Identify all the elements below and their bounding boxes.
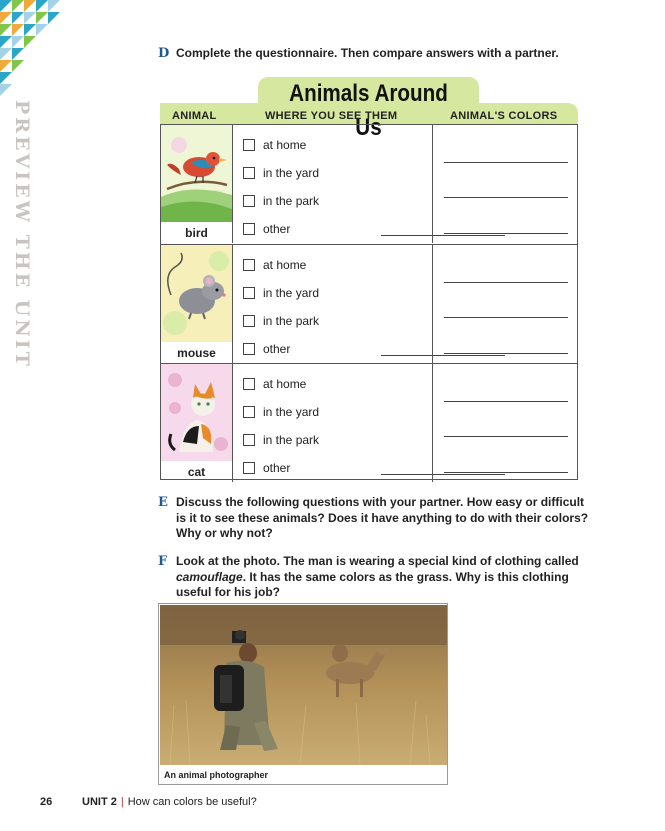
instruction-letter-f: F (158, 554, 168, 569)
instruction-e-line2: is it to see these animals? Does it have anything to do with their colors? (176, 510, 589, 525)
camouflage-word: camouflage (176, 569, 243, 584)
color-write-line[interactable] (444, 436, 568, 437)
color-write-line[interactable] (444, 317, 568, 318)
instruction-d (158, 46, 559, 62)
other-write-line[interactable] (381, 235, 505, 236)
instruction-e (158, 495, 588, 542)
instruction-d-text: Complete the questionnaire. Then compare answers with a partner. (176, 46, 559, 60)
animal-cell-bird (161, 125, 233, 243)
table-row-bird: bird at home in the yard in the park other (161, 125, 577, 243)
animal-cell-cat (161, 364, 233, 482)
checkbox[interactable] (243, 462, 255, 474)
checkbox[interactable] (243, 287, 255, 299)
side-section-label (8, 100, 38, 369)
instruction-f (158, 554, 579, 601)
other-write-line[interactable] (381, 355, 505, 356)
mouse-illustration (161, 245, 232, 342)
instruction-f-line3: useful for his job? (176, 585, 280, 599)
footer-unit (82, 796, 257, 808)
footer-divider: | (120, 796, 124, 808)
photo-caption: An animal photographer (164, 770, 269, 780)
checkbox[interactable] (243, 315, 255, 327)
instruction-f-line2 (176, 570, 579, 586)
header-colors: ANIMAL'S COLORS (450, 110, 558, 122)
color-write-line[interactable] (444, 162, 568, 163)
checkbox[interactable] (243, 259, 255, 271)
column-separator (432, 245, 433, 363)
animal-cell-mouse (161, 245, 233, 363)
questionnaire-title: Animals Around Us (289, 80, 448, 141)
cat-illustration (161, 364, 232, 461)
color-write-line[interactable] (444, 353, 568, 354)
checkbox[interactable] (243, 195, 255, 207)
unit-title: How can colors be useful? (127, 796, 257, 808)
color-write-line[interactable] (444, 282, 568, 283)
bird-illustration (161, 125, 232, 222)
color-write-line[interactable] (444, 401, 568, 402)
instruction-letter-e: E (158, 495, 168, 510)
animal-name-cat: cat (187, 465, 206, 479)
header-where: WHERE YOU SEE THEM (265, 110, 398, 122)
unit-label: UNIT 2 (82, 796, 117, 808)
checkbox[interactable] (243, 139, 255, 151)
checkbox[interactable] (243, 406, 255, 418)
other-write-line[interactable] (381, 474, 505, 475)
page-number: 26 (40, 796, 53, 808)
questionnaire-table (160, 124, 578, 480)
animal-name-mouse: mouse (177, 346, 216, 360)
header-animal: ANIMAL (172, 110, 217, 122)
checkbox[interactable] (243, 167, 255, 179)
column-separator (432, 364, 433, 482)
checkbox[interactable] (243, 343, 255, 355)
corner-triangle-pattern (0, 0, 62, 100)
table-row-cat: cat at home in the yard in the park other (161, 363, 577, 482)
color-write-line[interactable] (444, 472, 568, 473)
side-label-text: PREVIEW THE UNIT (11, 100, 33, 369)
instruction-e-line1: Discuss the following questions with your partner. How easy or difficult (176, 495, 585, 509)
color-write-line[interactable] (444, 233, 568, 234)
table-row-mouse: mouse at home in the yard in the park other (161, 244, 577, 363)
checkbox[interactable] (243, 223, 255, 235)
checkbox[interactable] (243, 434, 255, 446)
animal-name-bird: bird (185, 226, 208, 240)
checkbox[interactable] (243, 378, 255, 390)
instruction-f-line2-rest: . It has the same colors as the grass. Why is this clothing (242, 569, 569, 584)
column-separator (432, 125, 433, 243)
instruction-f-line1: Look at the photo. The man is wearing a special kind of clothing called (176, 554, 579, 568)
instruction-e-line3: Why or why not? (176, 526, 273, 540)
instruction-letter-d: D (158, 46, 170, 61)
photographer-deer-photo (160, 605, 447, 765)
color-write-line[interactable] (444, 197, 568, 198)
